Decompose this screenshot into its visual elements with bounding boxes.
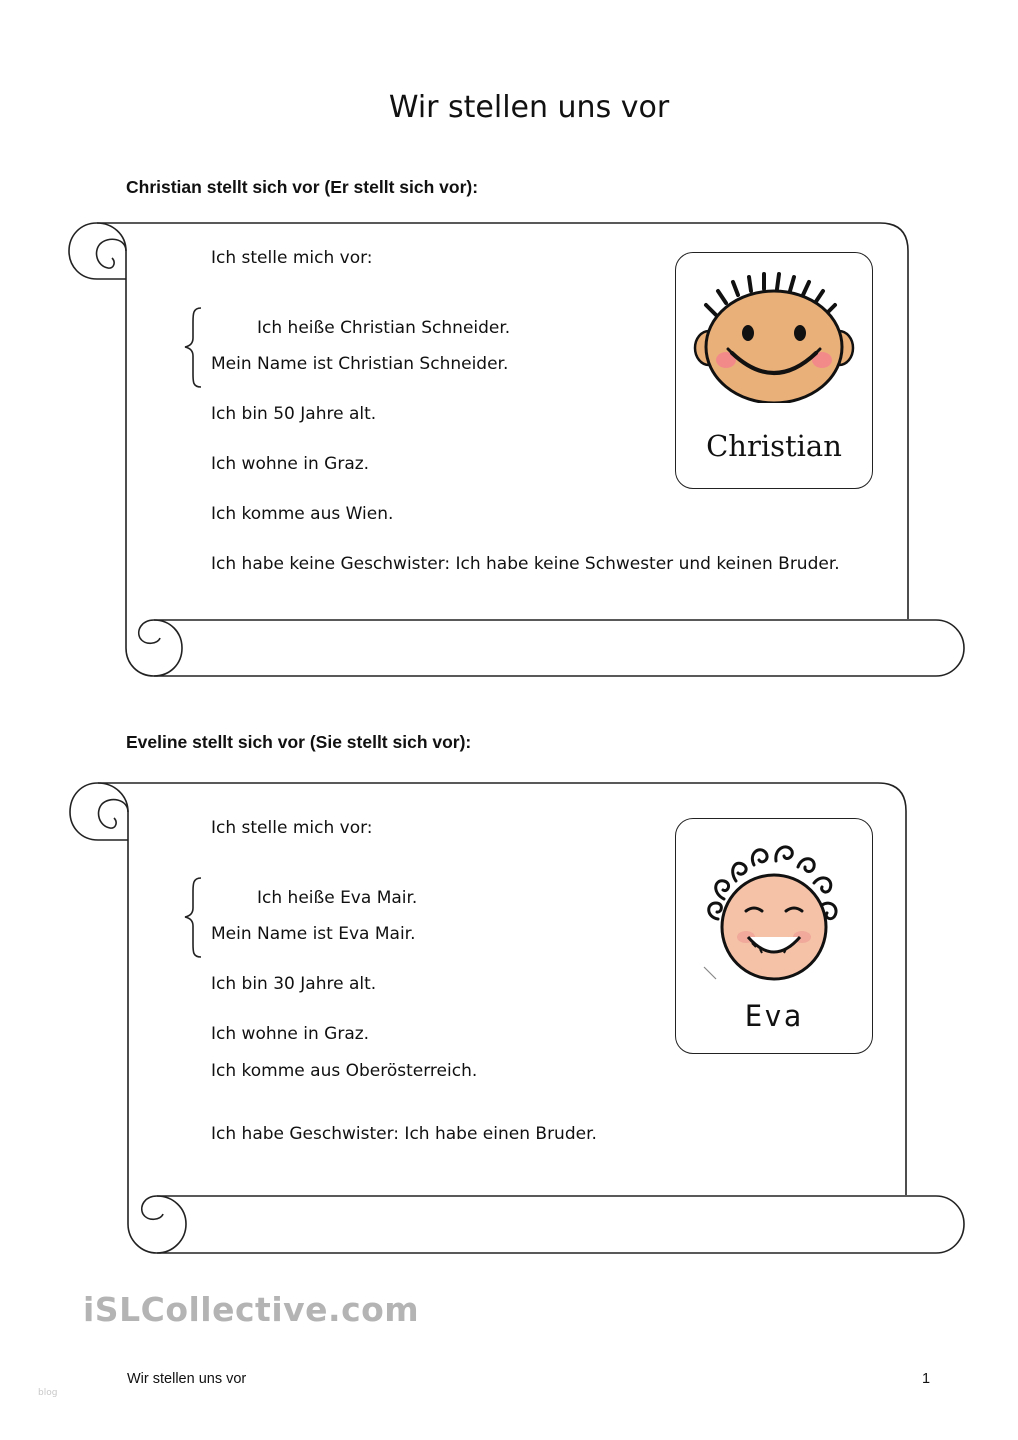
intro-line: Ich stelle mich vor: — [211, 248, 373, 268]
residence-line: Ich wohne in Graz. — [211, 1024, 370, 1044]
watermark-logo: iSLCollective.com — [83, 1290, 420, 1329]
page-title: Wir stellen uns vor — [388, 90, 670, 125]
brace-1 — [185, 308, 201, 387]
origin-line: Ich komme aus Oberösterreich. — [211, 1061, 478, 1081]
baby-face-icon — [676, 819, 872, 989]
footer-title: Wir stellen uns vor — [127, 1371, 247, 1387]
name-line: Ich heiße Eva Mair. — [257, 888, 418, 908]
brace-2 — [185, 878, 201, 957]
name-alt-line: Mein Name ist Eva Mair. — [211, 924, 416, 944]
siblings-line: Ich habe keine Geschwister: Ich habe keine Schwester und keinen Bruder. — [211, 554, 840, 574]
card-name-christian: Christian — [706, 429, 842, 463]
portrait-card-eva — [675, 818, 873, 1054]
page-number: 1 — [922, 1371, 931, 1387]
intro-line: Ich stelle mich vor: — [211, 818, 373, 838]
card-name-eva: Eva — [744, 999, 804, 1033]
section-heading-eveline: Eveline stellt sich vor (Sie stellt sich vor): — [126, 732, 472, 752]
section-heading-christian: Christian stellt sich vor (Er stellt sich vor): — [126, 177, 479, 197]
age-line: Ich bin 50 Jahre alt. — [211, 404, 377, 424]
origin-line: Ich komme aus Wien. — [211, 504, 394, 524]
name-alt-line: Mein Name ist Christian Schneider. — [211, 354, 509, 374]
portrait-card-christian — [675, 252, 873, 489]
siblings-line: Ich habe Geschwister: Ich habe einen Bruder. — [211, 1124, 597, 1144]
residence-line: Ich wohne in Graz. — [211, 454, 370, 474]
boy-face-icon — [676, 253, 872, 403]
corner-text: blog — [38, 1388, 58, 1398]
age-line: Ich bin 30 Jahre alt. — [211, 974, 377, 994]
name-line: Ich heiße Christian Schneider. — [257, 318, 511, 338]
